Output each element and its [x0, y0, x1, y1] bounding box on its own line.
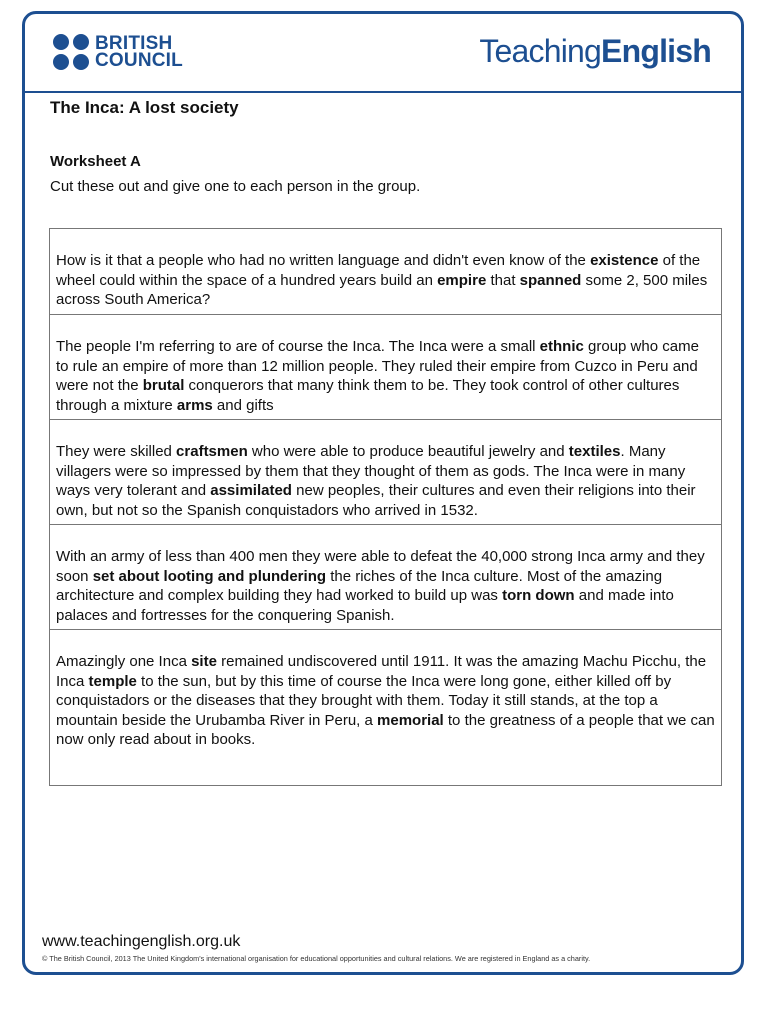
- vocab-word: textiles: [568, 443, 621, 460]
- vocab-word: craftsmen: [176, 443, 248, 460]
- vocab-word: existence: [590, 252, 659, 269]
- card-3: [50, 420, 721, 525]
- card-text: How is it that a people who had no written language and didn't even know of the: [56, 252, 591, 269]
- header-divider: [25, 91, 741, 93]
- card-1: [50, 229, 721, 315]
- footer-legal: © The British Council, 2013 The United Kingdom's international organisation for educational opportunities and cultural relations. We are registered in England as a charity.: [42, 954, 591, 963]
- vocab-word: set about looting and plundering: [92, 567, 327, 585]
- card-text: The people I'm referring to are of course the Inca. The Inca were a small: [56, 338, 540, 355]
- card-2: [50, 315, 721, 420]
- card-text: of the wheel could within the space of a hundred years build an: [56, 252, 701, 289]
- card-text: With an army of less than 400 men they were able to defeat the 40,000 strong Inca army and they soon: [56, 548, 705, 585]
- card-text: and made into palaces and fortresses for the conquering Spanish.: [56, 587, 674, 624]
- vocab-word: ethnic: [539, 338, 584, 355]
- vocab-word: assimilated: [210, 482, 292, 499]
- british-council-logo: [53, 34, 183, 70]
- card-text: remained undiscovered until 1911. It was the amazing Machu Picchu, the Inca: [56, 653, 707, 690]
- card-text: some 2, 500 miles across South America?: [56, 271, 708, 308]
- card-text: that: [486, 271, 520, 289]
- card-text: and gifts: [212, 396, 274, 414]
- card-text: conquerors that many think them to be. They took control of other cultures through a mixture: [56, 377, 680, 414]
- card-text: new peoples, their cultures and even their religions into their own, but not so the Spanish conquistadors who arrived in 1532.: [56, 482, 696, 519]
- british-council-dots-icon: [53, 34, 89, 70]
- british-council-wordmark: BRITISH COUNCIL: [95, 33, 183, 71]
- vocab-word: memorial: [377, 711, 444, 729]
- card-text: who were able to produce beautiful jewelry and: [247, 443, 569, 460]
- worksheet-instruction: Cut these out and give one to each person in the group.: [50, 178, 421, 195]
- page-title: The Inca: A lost society: [50, 98, 239, 117]
- vocab-word: empire: [437, 271, 487, 289]
- card-text: Amazingly one Inca: [56, 653, 192, 670]
- card-4: [50, 525, 721, 630]
- vocab-word: brutal: [142, 377, 185, 394]
- card-5: [50, 630, 721, 785]
- vocab-word: spanned: [519, 271, 582, 289]
- card-text: to the greatness of a people that we can now only read about in books.: [56, 711, 715, 748]
- footer-url[interactable]: www.teachingenglish.org.uk: [42, 933, 241, 950]
- cut-out-cards: [49, 228, 722, 786]
- card-text: to the sun, but by this time of course the Inca were long gone, either killed off by conquistadors or the diseases that they brought with them. Today it still stands, at the top a mountain beside the Urubamba River in Peru, a: [56, 672, 672, 729]
- card-text: group who came to rule an empire of more than 12 million people. They ruled their empire from Cuzco in Peru and were not the: [56, 338, 699, 394]
- vocab-word: torn down: [502, 587, 575, 604]
- vocab-word: arms: [176, 396, 213, 414]
- card-text: the riches of the Inca culture. Most of the amazing architecture and complex building they had worked to build up was: [56, 567, 663, 604]
- vocab-word: site: [191, 653, 217, 670]
- vocab-word: temple: [88, 672, 137, 690]
- card-text: They were skilled: [56, 443, 177, 460]
- worksheet-label: Worksheet A: [50, 153, 141, 170]
- teachingenglish-logo: TeachingEnglish: [479, 33, 711, 69]
- card-text: . Many villagers were so impressed by them that they thought of them as gods. The Inca were in many ways very tolerant and: [56, 443, 686, 499]
